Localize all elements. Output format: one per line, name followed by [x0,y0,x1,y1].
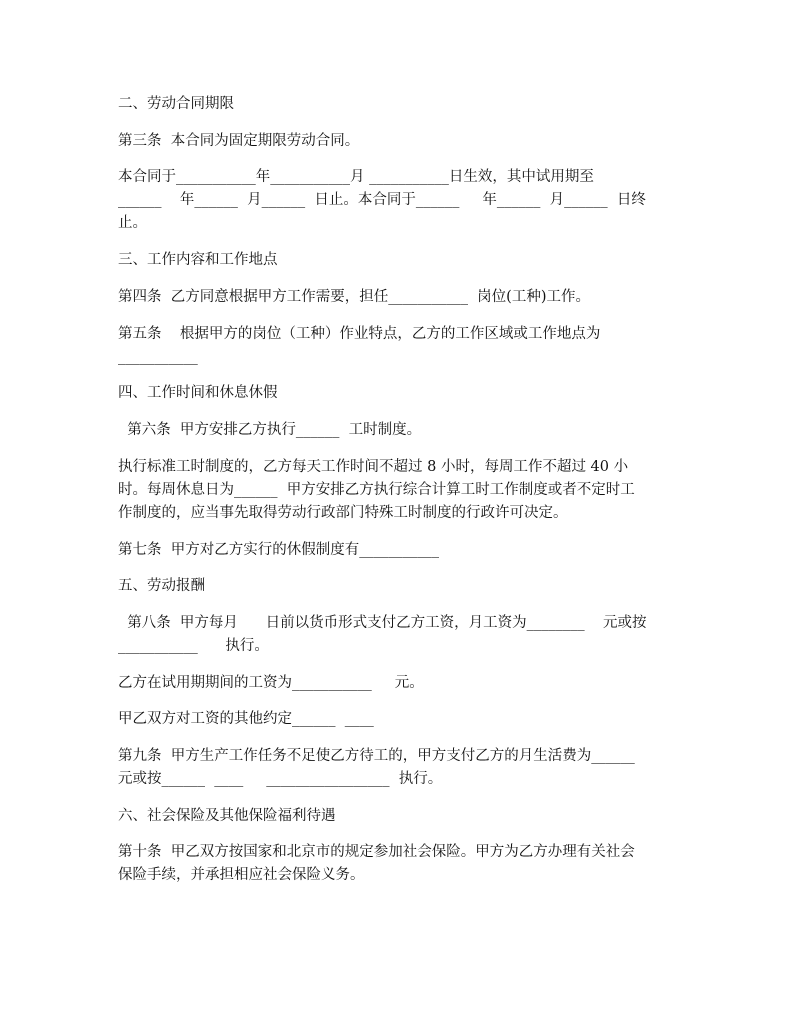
standard-hours-line-1: 执行标准工时制度的，乙方每天工作时间不超过 8 小时，每周工作不超过 40 小 [118,459,629,475]
article-9-line-2: 元或按______ ____ _________________ 执行。 [118,771,443,787]
section-heading-remuneration: 五、劳动报酬 [118,578,205,594]
section-heading-contract-term: 二、劳动合同期限 [118,96,234,112]
standard-hours-line-2: 时。每周休息日为______ 甲方安排乙方执行综合计算工时工作制度或者不定时工 [118,482,635,498]
article-10-line-1: 第十条 甲乙双方按国家和北京市的规定参加社会保险。甲方为乙方办理有关社会 [118,844,635,860]
standard-hours-line-3: 作制度的，应当事先取得劳动行政部门特殊工时制度的行政许可决定。 [118,505,568,521]
article-5-line-2: ___________ [118,349,198,365]
article-9-line-1: 第九条 甲方生产工作任务不足使乙方待工的，甲方支付乙方的月生活费为______ [118,748,635,764]
other-wage-agreement-line: 甲乙双方对工资的其他约定______ ____ [118,711,374,727]
article-6-line: 第六条 甲方安排乙方执行______ 工时制度。 [118,422,422,438]
article-5-line-1: 第五条 根据甲方的岗位（工种）作业特点，乙方的工作区域或工作地点为 [118,326,601,342]
article-8-line-2: ___________ 执行。 [118,638,269,654]
section-heading-work-content: 三、工作内容和工作地点 [118,252,278,268]
article-7-line: 第七条 甲方对乙方实行的休假制度有___________ [118,542,439,558]
effective-date-line-1: 本合同于___________年___________月 ___________日生效，其中试用期至 [118,169,594,185]
article-10-line-2: 保险手续，并承担相应社会保险义务。 [118,867,365,883]
section-heading-social-insurance: 六、社会保险及其他保险福利待遇 [118,808,336,824]
article-4-line: 第四条 乙方同意根据甲方工作需要，担任___________ 岗位(工种)工作。 [118,289,590,305]
effective-date-line-3: 止。 [118,215,147,231]
section-heading-working-hours: 四、工作时间和休息休假 [118,385,278,401]
effective-date-line-2: ______ 年______ 月______ 日止。本合同于______ 年______ 月______ 日终 [118,192,646,208]
article-3-line: 第三条 本合同为固定期限劳动合同。 [118,133,360,149]
probation-wage-line: 乙方在试用期期间的工资为___________ 元。 [118,675,424,691]
article-8-line-1: 第八条 甲方每月 日前以货币形式支付乙方工资，月工资为________ 元或按 [118,615,647,631]
